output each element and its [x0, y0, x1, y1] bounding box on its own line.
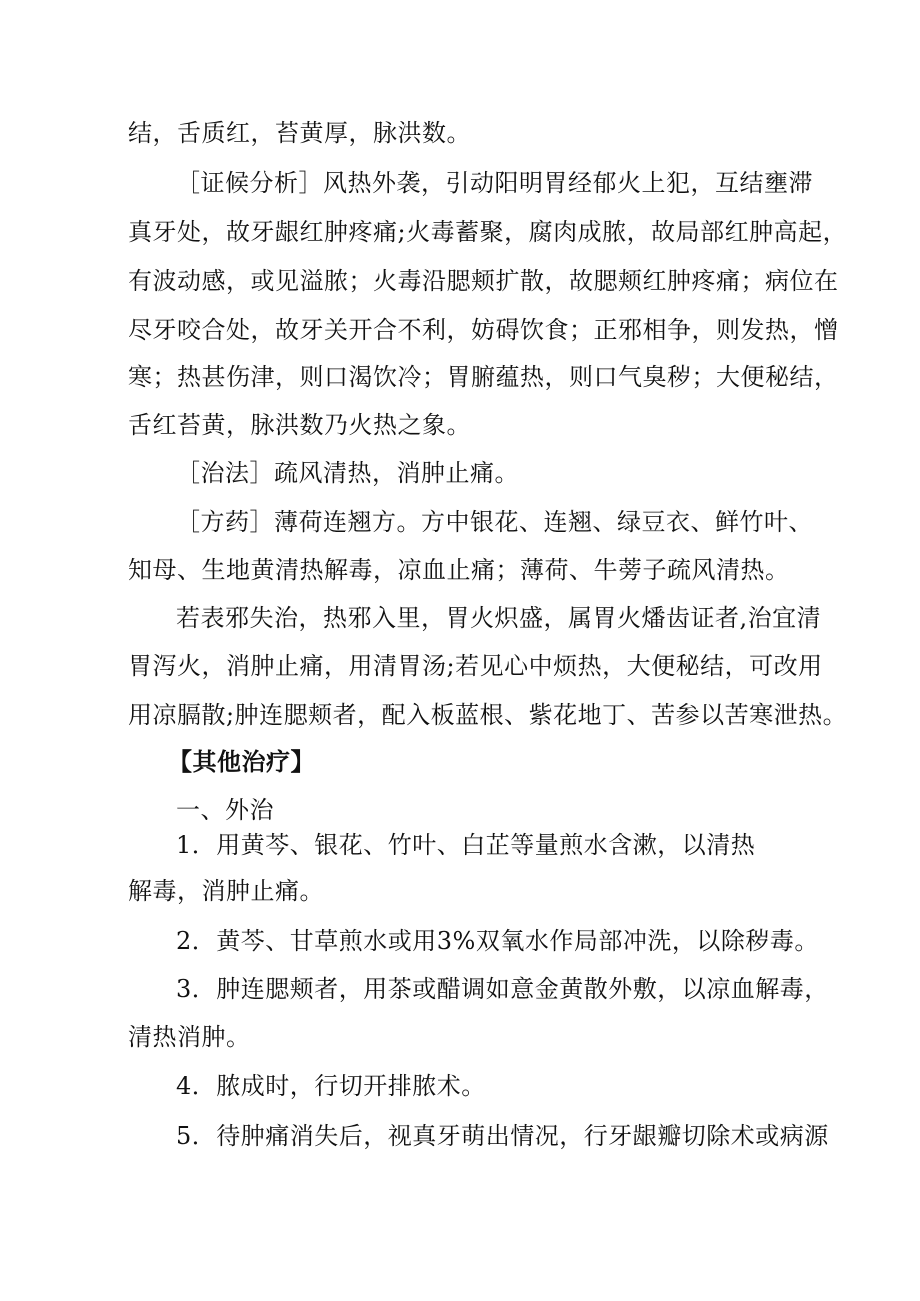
list-item: 2．黄芩、甘草煎水或用3%双氧水作局部冲洗，以除秽毒。 — [176, 927, 819, 955]
text-line: 结，舌质红，苔黄厚，脉洪数。 — [128, 119, 471, 147]
text-line: 有波动感，或见溢脓；火毒沿腮颊扩散，故腮颊红肿疼痛；病位在 — [128, 267, 839, 295]
list-item: 3．肿连腮颊者，用茶或醋调如意金黄散外敷，以凉血解毒， — [176, 975, 829, 1003]
text-line: ［治法］疏风清热，消肿止痛。 — [176, 459, 519, 487]
text-line: 用凉膈散;肿连腮颊者，配入板蓝根、紫花地丁、苦参以苦寒泄热。 — [128, 701, 848, 729]
subsection-heading: 一、外治 — [176, 796, 274, 824]
text-line: 解毒，消肿止痛。 — [128, 877, 324, 905]
text-line: 舌红苔黄，脉洪数乃火热之象。 — [128, 411, 471, 439]
list-item: 1．用黄芩、银花、竹叶、白芷等量煎水含漱，以清热 — [176, 831, 756, 859]
text-line: 知母、生地黄清热解毒，凉血止痛；薄荷、牛蒡子疏风清热。 — [128, 556, 790, 584]
text-line: ［方药］薄荷连翘方。方中银花、连翘、绿豆衣、鲜竹叶、 — [176, 508, 813, 536]
text-line: 真牙处，故牙龈红肿疼痛;火毒蓄聚，腐肉成脓，故局部红肿高起， — [128, 218, 848, 246]
text-line: 若表邪失治，热邪入里，胃火炽盛，属胃火燔齿证者,治宜清 — [176, 604, 822, 632]
text-line: 寒；热甚伤津，则口渴饮冷；胃腑蕴热，则口气臭秽；大便秘结， — [128, 363, 839, 391]
list-item: 5．待肿痛消失后，视真牙萌出情况，行牙龈瓣切除术或病源 — [176, 1122, 829, 1150]
list-item: 4．脓成时，行切开排脓术。 — [176, 1072, 486, 1100]
text-line: 胃泻火，消肿止痛，用清胃汤;若见心中烦热，大便秘结，可改用 — [128, 652, 823, 680]
text-line: 清热消肿。 — [128, 1023, 251, 1051]
text-line: 尽牙咬合处，故牙关开合不利，妨碍饮食；正邪相争，则发热，憎 — [128, 316, 839, 344]
section-heading: 【其他治疗】 — [168, 748, 315, 776]
text-line: ［证候分析］风热外袭，引动阳明胃经郁火上犯，互结壅滞 — [176, 169, 813, 197]
